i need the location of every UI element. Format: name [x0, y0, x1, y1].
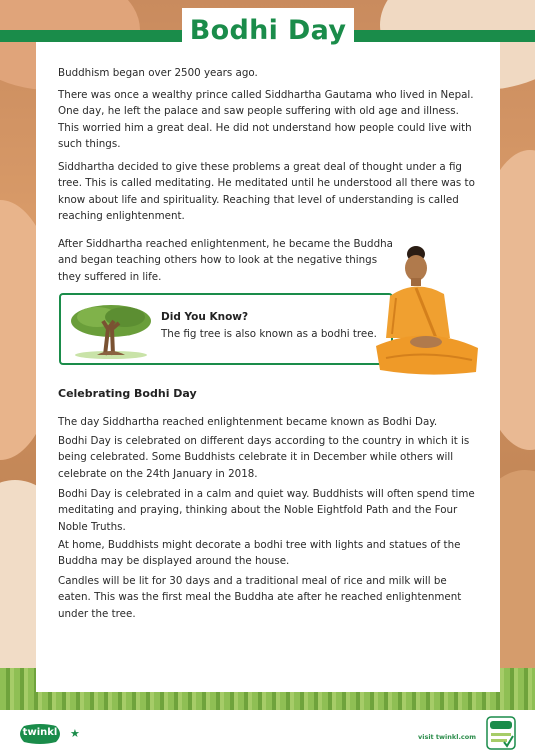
did-you-know-text: The fig tree is also known as a bodhi tree.	[161, 328, 377, 340]
enlightenment-paragraph: After Siddhartha reached enlightenment, he became the Buddha and began teaching others how to look at the negative things they suffered in life.	[58, 238, 393, 283]
meditation-paragraph: Siddhartha decided to give these problems a great deal of thought under a fig tree. This is called meditating. He meditated until he understood all there was to know about life and spirituality. Reaching that level of understanding is called reaching enlightenment.	[58, 161, 475, 222]
dates-paragraph: Bodhi Day is celebrated on different days according to the country in which it is being celebrated. Some Buddhists celebrate it in December while others will celebrate on the 24th January in 2018.	[58, 435, 470, 480]
section-heading: Celebrating Bodhi Day	[58, 387, 197, 400]
visit-link[interactable]: visit twinkl.com	[418, 733, 477, 741]
story-paragraph: There was once a wealthy prince called Siddhartha Gautama who lived in Nepal. One day, he left the palace and saw people suffering with old age and illness. This worried him a great deal. He did not understand how people could live with such things.	[58, 89, 474, 150]
decorate-paragraph: At home, Buddhists might decorate a bodhi tree with lights and statues of the Buddha may be displayed around the house.	[58, 539, 461, 568]
footer	[0, 710, 535, 753]
quality-badge-icon	[486, 716, 516, 750]
star-icon: ★	[70, 727, 80, 740]
candles-paragraph: Candles will be lit for 30 days and a traditional meal of rice and milk will be eaten. This was the first meal the Buddha ate after he reached enlightenment under the tree.	[58, 575, 462, 620]
buddha-illustration	[376, 238, 480, 378]
did-you-know-title: Did You Know?	[161, 311, 249, 323]
calm-paragraph: Bodhi Day is celebrated in a calm and quiet way. Buddhists will often spend time meditating and praying, thinking about the Noble Eightfold Path and the Four Noble Truths.	[58, 488, 475, 533]
twinkl-logo-text: twinkl	[22, 727, 58, 738]
bodhi-tree-icon	[67, 301, 155, 359]
bodhi-day-paragraph: The day Siddhartha reached enlightenment became known as Bodhi Day.	[58, 416, 438, 428]
title-banner	[182, 8, 354, 52]
intro-paragraph: Buddhism began over 2500 years ago.	[58, 67, 258, 79]
page-title: Bodhi Day	[189, 14, 347, 46]
did-you-know-box	[59, 293, 393, 365]
